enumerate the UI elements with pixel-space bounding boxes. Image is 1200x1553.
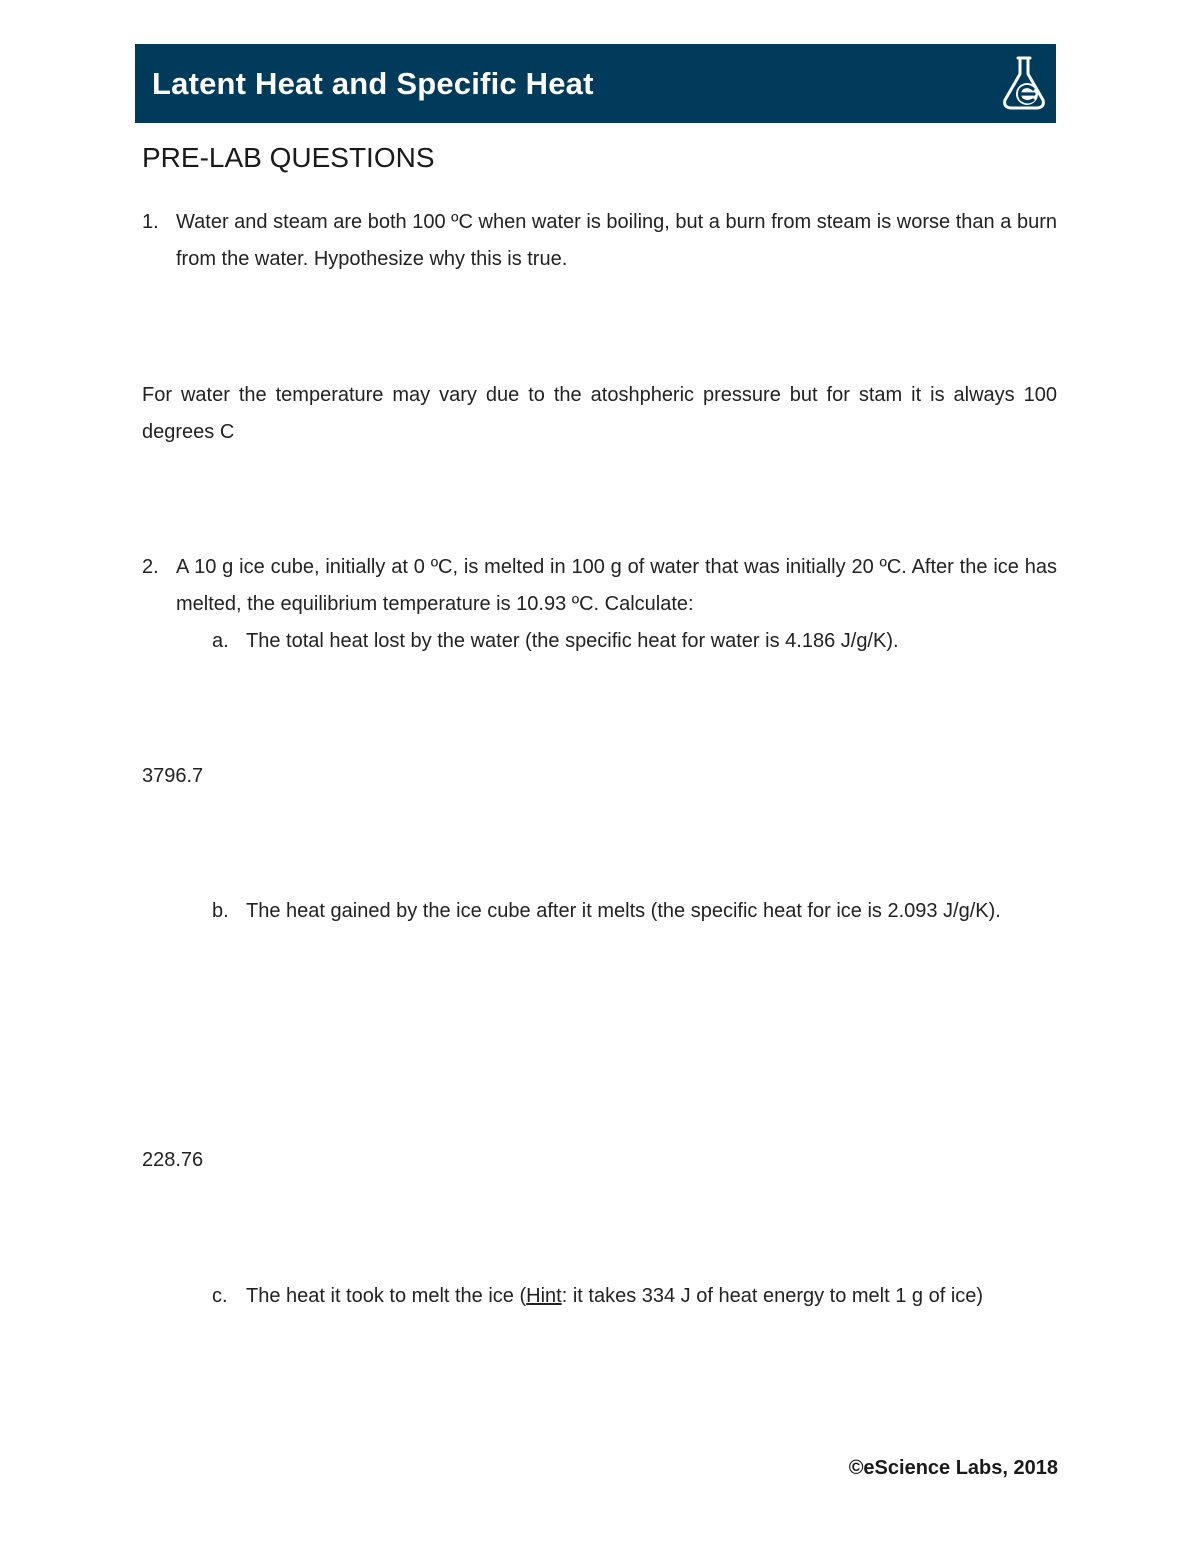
answer-text: 228.76 bbox=[142, 1149, 204, 1171]
copyright-footer: ©eScience Labs, 2018 bbox=[848, 1457, 1058, 1479]
question-text: Water and steam are both 100 ºC when water is boiling, but a burn from steam is worse than a burn from the water. Hypothesize why this is true. bbox=[176, 211, 1057, 270]
section-heading: PRE-LAB QUESTIONS bbox=[142, 142, 435, 173]
part-letter: c. bbox=[212, 1285, 228, 1307]
part-text bbox=[246, 1278, 1057, 1315]
header-banner bbox=[135, 44, 1056, 123]
question-number: 2. bbox=[142, 556, 159, 578]
part-text: The heat gained by the ice cube after it melts (the specific heat for ice is 2.093 J/g/K). bbox=[246, 900, 1001, 922]
part-text: The total heat lost by the water (the specific heat for water is 4.186 J/g/K). bbox=[246, 630, 899, 652]
question-number: 1. bbox=[142, 211, 159, 233]
answer-text: For water the temperature may vary due to the atoshpheric pressure but for stam it is always 100 degrees C bbox=[142, 384, 1057, 443]
part-text-start: The heat it took to melt the ice ( bbox=[246, 1285, 527, 1307]
question-text: A 10 g ice cube, initially at 0 ºC, is melted in 100 g of water that was initially 20 ºC. After the ice has melted, the equilibrium temperature is 10.93 ºC. Calculate: bbox=[176, 556, 1057, 615]
hint-label: Hint bbox=[526, 1285, 562, 1307]
flask-e-logo-icon bbox=[1000, 54, 1048, 112]
part-letter: a. bbox=[212, 630, 229, 652]
document-title: Latent Heat and Specific Heat bbox=[152, 66, 594, 101]
part-letter: b. bbox=[212, 900, 229, 922]
part-text-end: : it takes 334 J of heat energy to melt 1 g of ice) bbox=[561, 1285, 984, 1307]
answer-text: 3796.7 bbox=[142, 765, 204, 787]
